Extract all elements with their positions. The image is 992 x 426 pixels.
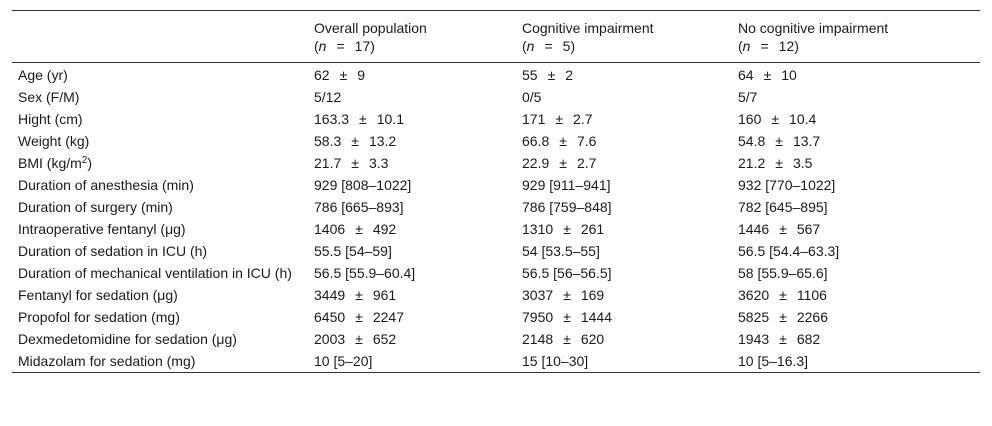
table-cell: [516, 130, 732, 152]
cell-value: 786 [665–893]: [314, 199, 404, 215]
cell-mean: 1406: [314, 221, 346, 237]
cell-sd: 10: [781, 67, 797, 83]
cell-sd: 261: [580, 221, 605, 237]
cell-mean: 3620: [738, 287, 770, 303]
row-label-text: Weight (kg): [18, 133, 90, 149]
plus-minus: ±: [779, 309, 787, 325]
row-label: [12, 63, 308, 87]
cell-sd: 1106: [796, 287, 827, 303]
row-label-text: Age (yr): [18, 67, 68, 83]
row-label-text: BMI (kg/m: [18, 155, 82, 171]
row-label: [12, 108, 308, 130]
column-header-n: (n = 17): [314, 38, 375, 54]
table-cell: [732, 262, 980, 284]
table-cell: [516, 196, 732, 218]
plus-minus: ±: [779, 221, 787, 237]
plus-minus: ±: [775, 133, 783, 149]
table-cell: [516, 63, 732, 87]
cell-value: 10 [5–20]: [314, 353, 373, 369]
table-cell: [516, 306, 732, 328]
column-header: [308, 11, 516, 63]
row-label: [12, 174, 308, 196]
n-equals: =: [336, 38, 345, 54]
table-row: [12, 63, 980, 87]
plus-minus: ±: [559, 155, 567, 171]
demographics-table: [12, 10, 980, 373]
row-label: [12, 130, 308, 152]
cell-mean: 171: [522, 111, 546, 127]
plus-minus: ±: [779, 331, 787, 347]
table-row: [12, 218, 980, 240]
table-row: [12, 174, 980, 196]
table-cell: [308, 328, 516, 350]
cell-mean: 3449: [314, 287, 346, 303]
plus-minus: ±: [355, 287, 363, 303]
row-label: [12, 218, 308, 240]
column-header: [12, 11, 308, 63]
table-cell: [732, 174, 980, 196]
cell-value: 5/12: [314, 89, 342, 105]
cell-mean: 55: [522, 67, 538, 83]
row-label-text: Duration of mechanical ventilation in ICU (h): [18, 265, 292, 281]
cell-sd: 13.2: [368, 133, 397, 149]
row-label-text: Duration of sedation in ICU (h): [18, 243, 208, 259]
plus-minus: ±: [351, 155, 359, 171]
row-label-superscript: 2: [81, 155, 88, 166]
row-label: [12, 196, 308, 218]
cell-value: 58 [55.9–65.6]: [738, 265, 828, 281]
cell-mean: 5825: [738, 309, 770, 325]
table-cell: [308, 108, 516, 130]
table-cell: [516, 152, 732, 174]
table-cell: [516, 174, 732, 196]
cell-mean: 22.9: [522, 155, 550, 171]
plus-minus: ±: [547, 67, 556, 83]
row-label: [12, 240, 308, 262]
plus-minus: ±: [355, 331, 363, 347]
table-cell: [732, 328, 980, 350]
cell-value: 56.5 [56–56.5]: [522, 265, 612, 281]
table-cell: [732, 63, 980, 87]
cell-sd: 2247: [372, 309, 404, 325]
cell-mean: 1943: [738, 331, 770, 347]
cell-mean: 58.3: [314, 133, 342, 149]
cell-mean: 21.2: [738, 155, 766, 171]
table-row: [12, 86, 980, 108]
table-cell: [308, 240, 516, 262]
cell-value: 15 [10–30]: [522, 353, 589, 369]
table-cell: [732, 350, 980, 373]
cell-value: 929 [911–941]: [522, 177, 611, 193]
cell-sd: 2: [565, 67, 574, 83]
table-row: [12, 284, 980, 306]
column-header: [732, 11, 980, 63]
table-row: [12, 328, 980, 350]
table-cell: [308, 218, 516, 240]
cell-mean: 62: [314, 67, 330, 83]
table-cell: [516, 86, 732, 108]
cell-sd: 620: [580, 331, 605, 347]
row-label-suffix: ): [87, 155, 93, 171]
n-variable: n: [742, 38, 751, 54]
row-label-text: Propofol for sedation (mg): [18, 309, 180, 325]
cell-sd: 169: [580, 287, 605, 303]
plus-minus: ±: [763, 67, 772, 83]
table-row: [12, 196, 980, 218]
row-label-text: Sex (F/M): [18, 89, 80, 105]
table-cell: [516, 284, 732, 306]
table-cell: [732, 196, 980, 218]
cell-value: 782 [645–895]: [738, 199, 828, 215]
table-cell: [516, 108, 732, 130]
cell-sd: 1444: [580, 309, 612, 325]
table-cell: [732, 130, 980, 152]
row-label-text: Midazolam for sedation (mg): [18, 353, 196, 369]
cell-sd: 492: [372, 221, 397, 237]
table-header: [12, 11, 980, 63]
cell-value: 55.5 [54–59]: [314, 243, 392, 259]
cell-mean: 64: [738, 67, 754, 83]
cell-sd: 2.7: [576, 155, 597, 171]
column-header-label: Overall population: [314, 20, 427, 36]
table-cell: [732, 284, 980, 306]
cell-mean: 21.7: [314, 155, 342, 171]
table-cell: [308, 86, 516, 108]
column-header-label: Cognitive impairment: [522, 20, 654, 36]
table-cell: [732, 86, 980, 108]
cell-sd: 3.5: [792, 155, 813, 171]
plus-minus: ±: [359, 111, 367, 127]
table-cell: [308, 174, 516, 196]
row-label: [12, 350, 308, 373]
cell-sd: 567: [796, 221, 821, 237]
cell-mean: 2148: [522, 331, 554, 347]
table-cell: [732, 306, 980, 328]
table-cell: [516, 328, 732, 350]
cell-value: 10 [5–16.3]: [738, 353, 809, 369]
plus-minus: ±: [563, 309, 571, 325]
cell-sd: 7.6: [576, 133, 597, 149]
cell-value: 786 [759–848]: [522, 199, 612, 215]
cell-sd: 652: [372, 331, 397, 347]
plus-minus: ±: [355, 309, 363, 325]
row-label-text: Fentanyl for sedation (μg): [18, 287, 178, 303]
table-cell: [732, 240, 980, 262]
plus-minus: ±: [563, 331, 571, 347]
row-label-text: Hight (cm): [18, 111, 83, 127]
table-cell: [516, 218, 732, 240]
header-row: [12, 11, 980, 63]
table-cell: [308, 350, 516, 373]
column-header-n: (n = 12): [738, 38, 799, 54]
table-row: [12, 262, 980, 284]
row-label: [12, 262, 308, 284]
plus-minus: ±: [555, 111, 564, 127]
cell-mean: 7950: [522, 309, 554, 325]
table-cell: [308, 130, 516, 152]
table-row: [12, 350, 980, 373]
cell-value: 0/5: [522, 89, 542, 105]
n-value: 17: [354, 38, 371, 54]
plus-minus: ±: [351, 133, 359, 149]
n-variable: n: [526, 38, 535, 54]
plus-minus: ±: [559, 133, 567, 149]
cell-sd: 13.7: [792, 133, 821, 149]
plus-minus: ±: [339, 67, 348, 83]
plus-minus: ±: [563, 287, 571, 303]
cell-value: 5/7: [738, 89, 758, 105]
plus-minus: ±: [775, 155, 783, 171]
cell-sd: 10.1: [376, 111, 404, 127]
cell-mean: 160: [738, 111, 762, 127]
n-equals: =: [760, 38, 769, 54]
cell-sd: 961: [372, 287, 397, 303]
table-cell: [308, 306, 516, 328]
row-label-text: Duration of anesthesia (min): [18, 177, 194, 193]
table-row: [12, 130, 980, 152]
cell-sd: 9: [357, 67, 366, 83]
cell-value: 932 [770–1022]: [738, 177, 836, 193]
table-cell: [732, 108, 980, 130]
cell-sd: 10.4: [789, 111, 817, 127]
row-label-text: Duration of surgery (min): [18, 199, 173, 215]
table-cell: [308, 63, 516, 87]
cell-mean: 1446: [738, 221, 770, 237]
column-header: [516, 11, 732, 63]
table-cell: [516, 262, 732, 284]
cell-value: 56.5 [55.9–60.4]: [314, 265, 416, 281]
cell-mean: 3037: [522, 287, 554, 303]
cell-mean: 66.8: [522, 133, 550, 149]
cell-mean: 6450: [314, 309, 346, 325]
table-cell: [308, 152, 516, 174]
column-header-label: No cognitive impairment: [738, 20, 889, 36]
plus-minus: ±: [779, 287, 787, 303]
table-cell: [732, 218, 980, 240]
cell-sd: 2.7: [573, 111, 593, 127]
table-row: [12, 108, 980, 130]
table-cell: [732, 152, 980, 174]
row-label: [12, 306, 308, 328]
table-cell: [516, 240, 732, 262]
row-label: [12, 284, 308, 306]
n-value: 12: [778, 38, 795, 54]
row-label: [12, 152, 308, 174]
table-cell: [308, 284, 516, 306]
table-cell: [516, 350, 732, 373]
cell-value: 56.5 [54.4–63.3]: [738, 243, 840, 259]
n-equals: =: [544, 38, 553, 54]
cell-sd: 3.3: [368, 155, 389, 171]
row-label: [12, 328, 308, 350]
demographics-table-container: [12, 10, 980, 373]
table-row: [12, 152, 980, 174]
plus-minus: ±: [771, 111, 780, 127]
table-row: [12, 306, 980, 328]
cell-value: 54 [53.5–55]: [522, 243, 600, 259]
table-cell: [308, 262, 516, 284]
row-label-text: Dexmedetomidine for sedation (μg): [18, 331, 237, 347]
row-label: [12, 86, 308, 108]
column-header-n: (n = 5): [522, 38, 576, 54]
table-cell: [308, 196, 516, 218]
table-row: [12, 240, 980, 262]
n-value: 5: [562, 38, 571, 54]
cell-sd: 682: [796, 331, 821, 347]
cell-sd: 2266: [796, 309, 828, 325]
plus-minus: ±: [563, 221, 571, 237]
cell-mean: 2003: [314, 331, 346, 347]
n-variable: n: [318, 38, 327, 54]
row-label-text: Intraoperative fentanyl (μg): [18, 221, 186, 237]
table-body: [12, 63, 980, 373]
cell-mean: 1310: [522, 221, 554, 237]
cell-value: 929 [808–1022]: [314, 177, 412, 193]
cell-mean: 163.3: [314, 111, 350, 127]
plus-minus: ±: [355, 221, 363, 237]
cell-mean: 54.8: [738, 133, 766, 149]
